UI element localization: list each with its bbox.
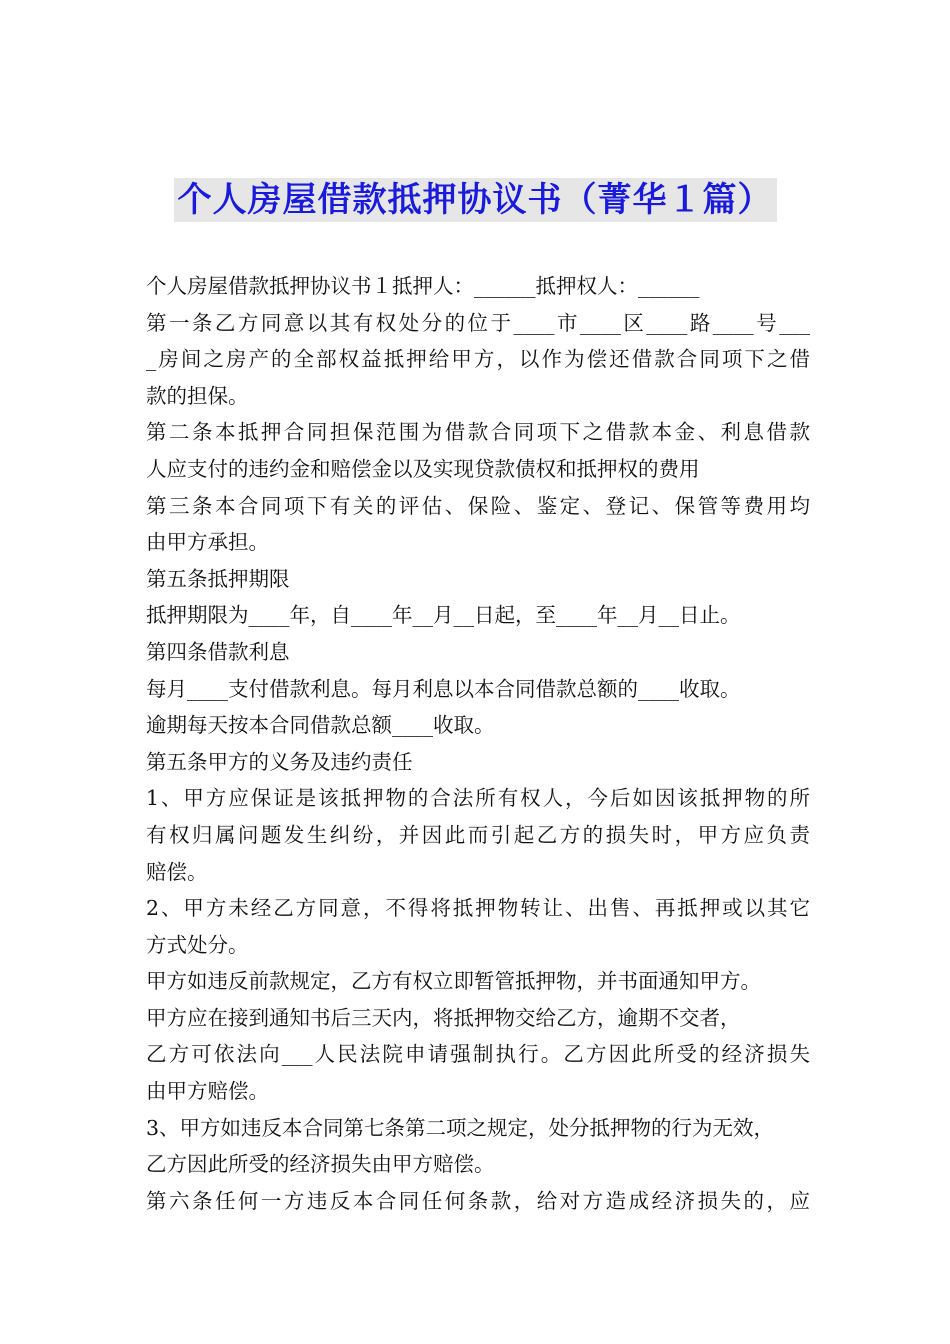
paragraph-line: 乙方可依法向___人民法院申请强制执行。乙方因此所受的经济损失	[146, 1042, 810, 1067]
paragraph-line: 抵押期限为____年，自____年__月__日起，至____年__月__日止。	[146, 603, 741, 628]
paragraph-line: 第五条甲方的义务及违约责任	[146, 749, 413, 774]
paragraph-line: 逾期每天按本合同借款总额____收取。	[146, 713, 495, 738]
paragraph-line: 3、甲方如违反本合同第七条第二项之规定，处分抵押物的行为无效，	[146, 1115, 775, 1140]
paragraph-line: 第四条借款利息	[146, 639, 290, 664]
paragraph-line: 每月____支付借款利息。每月利息以本合同借款总额的____收取。	[146, 676, 741, 701]
paragraph-line: 第一条乙方同意以其有权处分的位于____市____区____路____号___	[146, 310, 810, 335]
paragraph-line: 甲方应在接到通知书后三天内，将抵押物交给乙方，逾期不交者，	[146, 1005, 741, 1030]
paragraph-line: 有权归属问题发生纠纷，并因此而引起乙方的损失时，甲方应负责	[146, 822, 810, 847]
paragraph-line: 个人房屋借款抵押协议书１抵押人：______抵押权人：______	[146, 274, 700, 298]
paragraph-line: 第五条抵押期限	[146, 566, 290, 591]
document-body	[146, 268, 810, 1219]
paragraph-line: 1、甲方应保证是该抵押物的合法所有权人，今后如因该抵押物的所	[146, 786, 810, 811]
title-container	[0, 178, 950, 222]
paragraph-line: 第三条本合同项下有关的评估、保险、鉴定、登记、保管等费用均	[146, 493, 810, 518]
paragraph-line: 2、甲方未经乙方同意，不得将抵押物转让、出售、再抵押或以其它	[146, 896, 810, 921]
paragraph-line: _房间之房产的全部权益抵押给甲方，以作为偿还借款合同项下之借	[146, 347, 810, 372]
paragraph-line: 款的担保。	[146, 383, 249, 408]
paragraph-line: 赔偿。	[146, 859, 208, 884]
paragraph-line: 由甲方赔偿。	[146, 1079, 269, 1104]
document-title: 个人房屋借款抵押协议书（菁华１篇）	[174, 178, 777, 222]
paragraph-line: 乙方因此所受的经济损失由甲方赔偿。	[146, 1152, 495, 1177]
paragraph-line: 方式处分。	[146, 932, 249, 957]
paragraph-line: 人应支付的违约金和赔偿金以及实现贷款债权和抵押权的费用	[146, 456, 700, 481]
paragraph-line: 甲方如违反前款规定，乙方有权立即暂管抵押物，并书面通知甲方。	[146, 969, 761, 994]
paragraph-line: 由甲方承担。	[146, 530, 269, 555]
paragraph-line: 第二条本抵押合同担保范围为借款合同项下之借款本金、利息借款	[146, 420, 810, 445]
paragraph-line: 第六条任何一方违反本合同任何条款，给对方造成经济损失的，应	[146, 1188, 810, 1213]
